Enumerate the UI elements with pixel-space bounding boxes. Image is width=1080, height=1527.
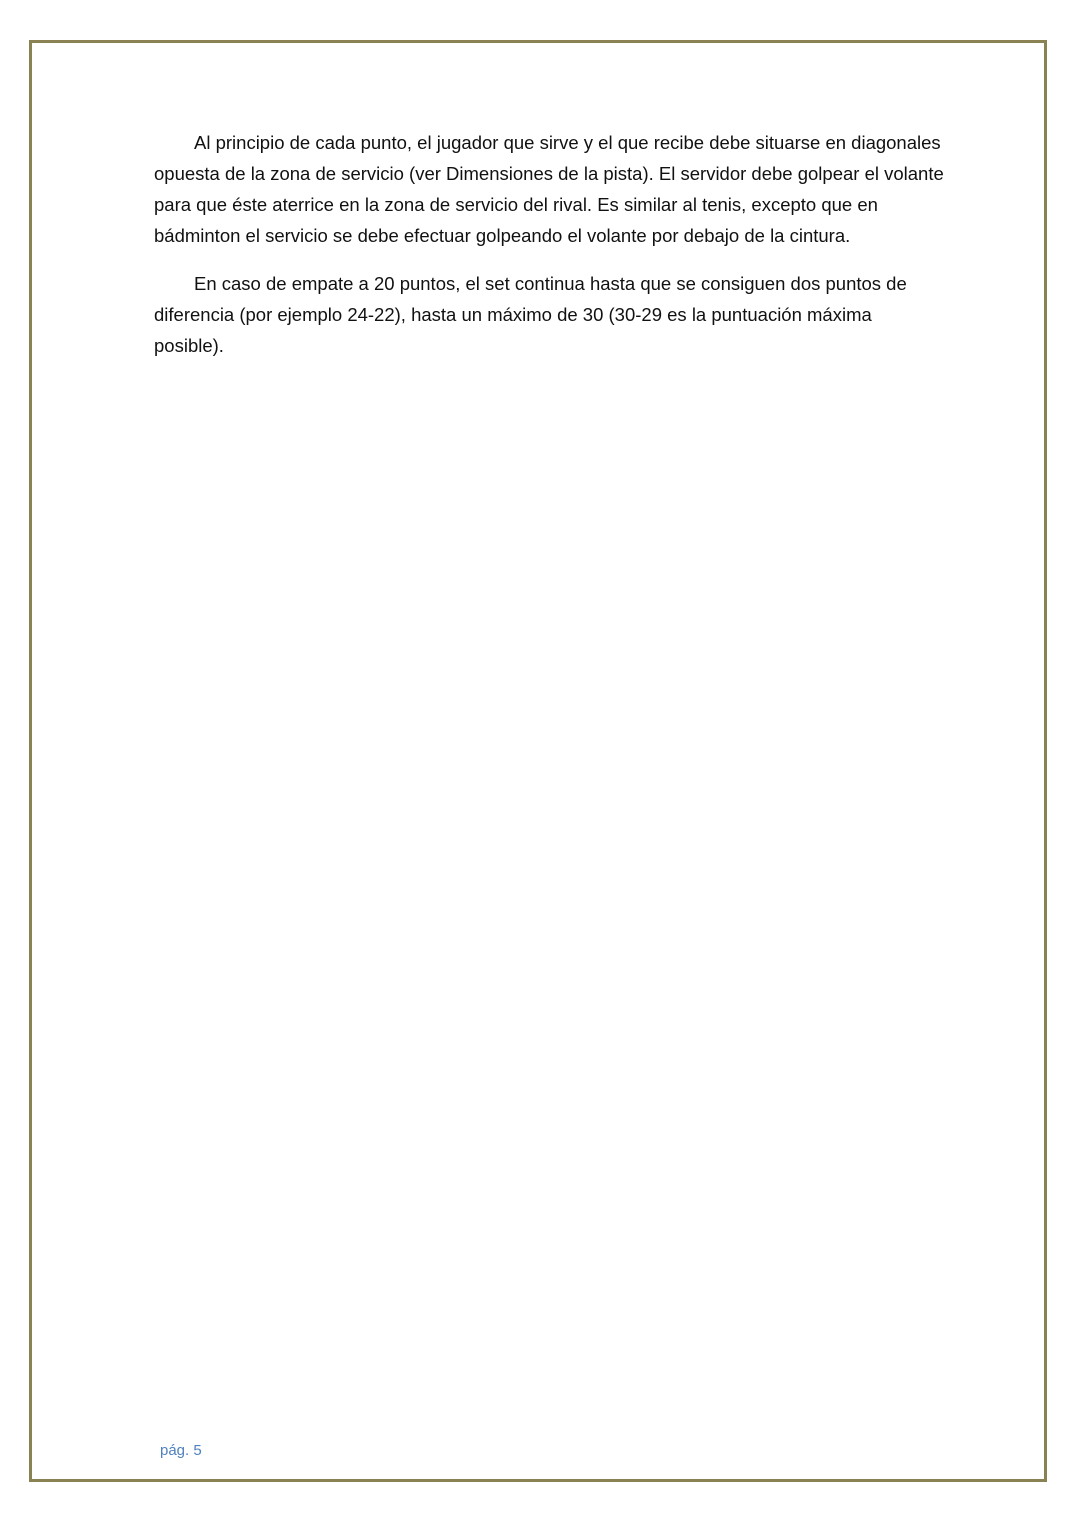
paragraph-tie-rules: En caso de empate a 20 puntos, el set continua hasta que se consiguen dos puntos de diferencia (por ejemplo 24-22), hasta un máximo de 30 (30-29 es la puntuación máxima posible). — [154, 273, 907, 356]
page-number: pág. 5 — [160, 1442, 202, 1459]
paragraph-serve-rules: Al principio de cada punto, el jugador que sirve y el que recibe debe situarse en diagonales opuesta de la zona de servicio (ver Dimensiones de la pista). El servidor debe golpear el volante para que éste aterrice en la zona de servicio del rival. Es similar al tenis, excepto que en bádminton el servicio se debe efectuar golpeando el volante por debajo de la cintura. — [154, 132, 944, 246]
document-body — [154, 127, 944, 378]
